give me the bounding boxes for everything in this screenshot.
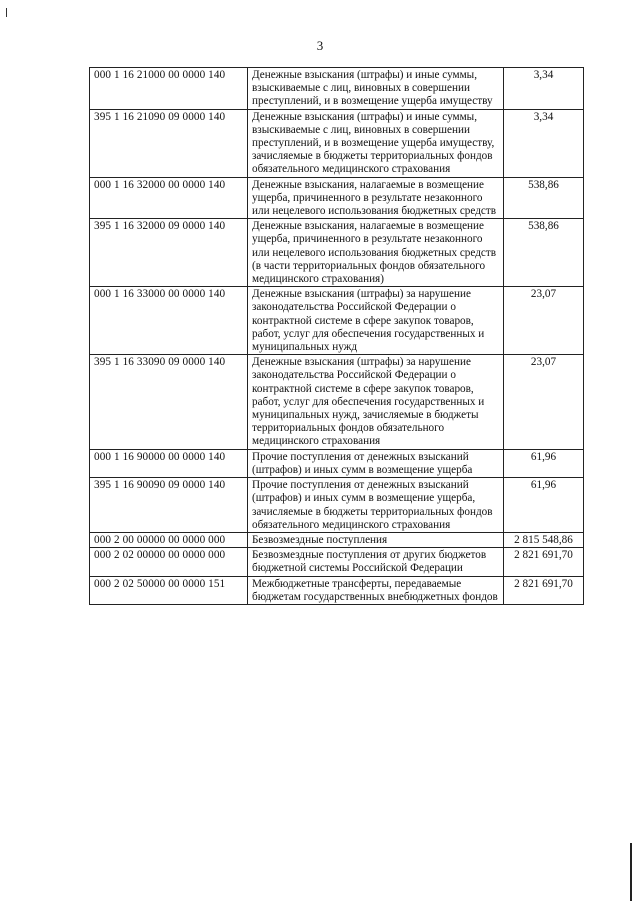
budget-code-cell: 395 1 16 32000 09 0000 140	[90, 219, 248, 287]
amount-cell: 538,86	[504, 177, 584, 219]
amount-cell: 23,07	[504, 355, 584, 449]
amount-cell: 2 821 691,70	[504, 576, 584, 604]
page-number: 3	[316, 38, 324, 53]
budget-code-cell: 000 1 16 32000 00 0000 140	[90, 177, 248, 219]
table-row	[90, 287, 584, 355]
budget-revenue-table	[89, 67, 584, 605]
revenue-name-cell: Денежные взыскания, налагаемые в возмещение ущерба, причиненного в результате незаконного или нецелевого использования бюджетных средств (в части территориальных фондов обязательного медицинского страхования)	[248, 219, 504, 287]
amount-cell: 2 821 691,70	[504, 548, 584, 576]
amount-cell: 2 815 548,86	[504, 532, 584, 547]
scan-artifact-mark	[6, 8, 7, 17]
budget-code-cell: 395 1 16 90090 09 0000 140	[90, 478, 248, 533]
scan-artifact-bar	[630, 843, 632, 901]
table-row	[90, 177, 584, 219]
amount-cell: 3,34	[504, 68, 584, 110]
revenue-name-cell: Прочие поступления от денежных взысканий (штрафов) и иных сумм в возмещение ущерба	[248, 449, 504, 477]
budget-code-cell: 000 2 00 00000 00 0000 000	[90, 532, 248, 547]
amount-cell: 538,86	[504, 219, 584, 287]
budget-code-cell: 000 2 02 50000 00 0000 151	[90, 576, 248, 604]
revenue-name-cell: Межбюджетные трансферты, передаваемые бюджетам государственных внебюджетных фондов	[248, 576, 504, 604]
budget-code-cell: 000 2 02 00000 00 0000 000	[90, 548, 248, 576]
table-row	[90, 355, 584, 449]
revenue-name-cell: Денежные взыскания, налагаемые в возмещение ущерба, причиненного в результате незаконного или нецелевого использования бюджетных средств	[248, 177, 504, 219]
revenue-name-cell: Безвозмездные поступления	[248, 532, 504, 547]
table-row	[90, 548, 584, 576]
table-row	[90, 478, 584, 533]
revenue-name-cell: Денежные взыскания (штрафы) и иные суммы, взыскиваемые с лиц, виновных в совершении преступлений, и в возмещение ущерба имуществу, зачисляемые в бюджеты территориальных фондов обязательного медицинского страхования	[248, 109, 504, 177]
table-row	[90, 449, 584, 477]
budget-code-cell: 395 1 16 33090 09 0000 140	[90, 355, 248, 449]
budget-code-cell: 000 1 16 33000 00 0000 140	[90, 287, 248, 355]
amount-cell: 23,07	[504, 287, 584, 355]
amount-cell: 61,96	[504, 478, 584, 533]
table-row	[90, 109, 584, 177]
revenue-name-cell: Прочие поступления от денежных взысканий (штрафов) и иных сумм в возмещение ущерба, зачисляемые в бюджеты территориальных фондов обязательного медицинского страхования	[248, 478, 504, 533]
table-row	[90, 532, 584, 547]
table-row	[90, 68, 584, 110]
budget-code-cell: 395 1 16 21090 09 0000 140	[90, 109, 248, 177]
table-row	[90, 576, 584, 604]
revenue-name-cell: Денежные взыскания (штрафы) за нарушение законодательства Российской Федерации о контрактной системе в сфере закупок товаров, работ, услуг для обеспечения государственных и муниципальных нужд, зачисляемые в бюджеты территориальных фондов обязательного медицинского страхования	[248, 355, 504, 449]
budget-code-cell: 000 1 16 90000 00 0000 140	[90, 449, 248, 477]
revenue-name-cell: Безвозмездные поступления от других бюджетов бюджетной системы Российской Федерации	[248, 548, 504, 576]
amount-cell: 61,96	[504, 449, 584, 477]
revenue-name-cell: Денежные взыскания (штрафы) и иные суммы, взыскиваемые с лиц, виновных в совершении преступлений, и в возмещение ущерба имуществу	[248, 68, 504, 110]
table-row	[90, 219, 584, 287]
budget-code-cell: 000 1 16 21000 00 0000 140	[90, 68, 248, 110]
amount-cell: 3,34	[504, 109, 584, 177]
revenue-name-cell: Денежные взыскания (штрафы) за нарушение законодательства Российской Федерации о контрактной системе в сфере закупок товаров, работ, услуг для обеспечения государственных и муниципальных нужд	[248, 287, 504, 355]
